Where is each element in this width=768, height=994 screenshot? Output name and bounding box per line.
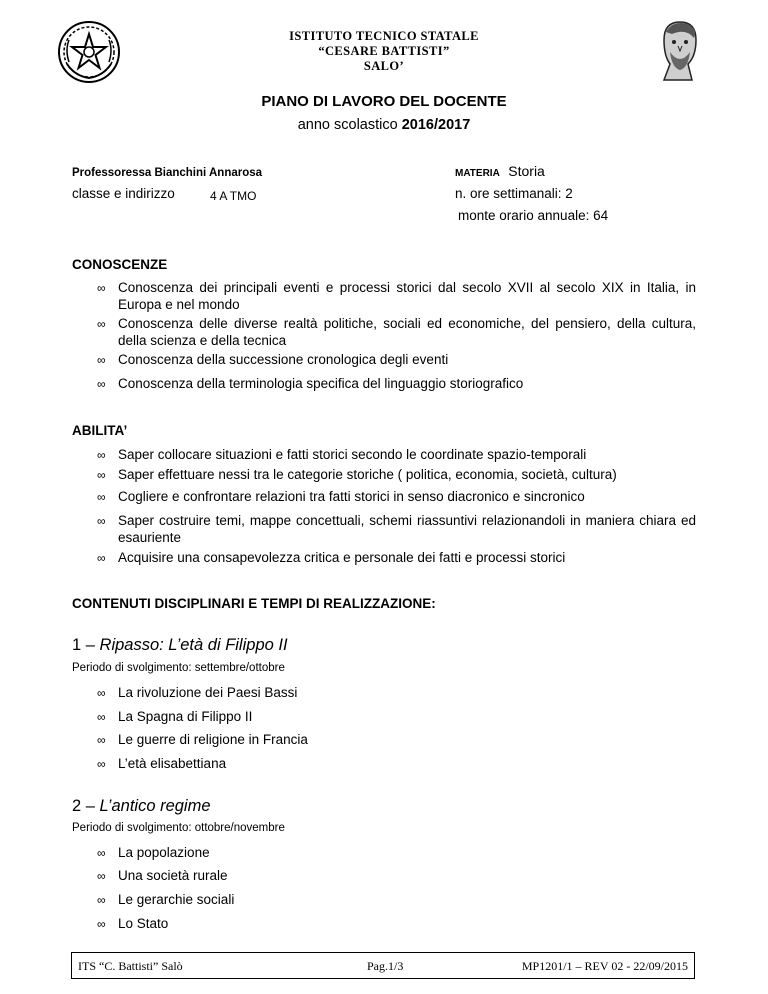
module-topic: Le guerre di religione in Francia	[118, 732, 308, 747]
conoscenze-item: Conoscenza delle diverse realtà politiche, sociali ed economiche, del pensiero, della cultura, della scienza e della tecnica	[118, 316, 696, 348]
module-topic: La rivoluzione dei Paesi Bassi	[118, 685, 298, 700]
module-period: Periodo di svolgimento: settembre/ottobre	[72, 662, 285, 674]
conoscenze-heading: CONOSCENZE	[72, 257, 168, 272]
school-name-line1: ISTITUTO TECNICO STATALE	[289, 29, 479, 43]
class-label: classe e indirizzo	[72, 186, 175, 201]
footer-school: ITS “C. Battisti” Salò	[78, 959, 183, 973]
school-year	[0, 117, 768, 133]
bullet-icon: ∞	[97, 490, 106, 504]
bullet-icon: ∞	[97, 281, 106, 295]
bullet-icon: ∞	[97, 377, 106, 391]
subject-value: Storia	[508, 163, 545, 179]
module-title	[72, 797, 211, 816]
school-year-value: 2016/2017	[401, 117, 471, 133]
class-value: 4 A TMO	[210, 189, 257, 203]
module-topic: L’età elisabettiana	[118, 756, 227, 771]
school-name-line2: “CESARE BATTISTI”	[318, 44, 450, 58]
bullet-icon: ∞	[97, 551, 106, 565]
bullet-icon: ∞	[97, 846, 106, 860]
abilita-item: Saper collocare situazioni e fatti storici secondo le coordinate spazio-temporali	[118, 447, 587, 462]
module-title	[72, 636, 288, 655]
bullet-icon: ∞	[97, 917, 106, 931]
module-period: Periodo di svolgimento: ottobre/novembre	[72, 822, 285, 834]
footer-document-code: MP1201/1 – REV 02 - 22/09/2015	[521, 959, 688, 973]
abilita-heading: ABILITA’	[72, 423, 128, 438]
module-number: 1 –	[72, 636, 100, 654]
abilita-item: Saper effettuare nessi tra le categorie storiche ( politica, economia, società, cultura)	[118, 467, 617, 482]
page-footer	[71, 952, 695, 979]
subject-row	[455, 163, 545, 181]
bullet-icon: ∞	[97, 514, 106, 528]
module-topic: La Spagna di Filippo II	[118, 709, 253, 724]
school-town: SALO’	[363, 59, 405, 73]
module-name: L’antico regime	[99, 797, 211, 815]
module-topic: La popolazione	[118, 845, 210, 860]
module-topic: Una società rurale	[118, 868, 228, 883]
bullet-icon: ∞	[97, 710, 106, 724]
bullet-icon: ∞	[97, 733, 106, 747]
bullet-icon: ∞	[97, 448, 106, 462]
module-topic: Le gerarchie sociali	[118, 892, 235, 907]
bullet-icon: ∞	[97, 686, 106, 700]
footer-page-number: Pag.1/3	[367, 959, 404, 973]
abilita-item: Saper costruire temi, mappe concettuali, schemi riassuntivi relazionandoli in maniera chiara ed esauriente	[118, 513, 696, 545]
school-year-label: anno scolastico	[297, 117, 402, 133]
conoscenze-item: Conoscenza dei principali eventi e processi storici dal secolo XVII al secolo XIX in Italia, in Europa e nel mondo	[118, 280, 696, 312]
module-topic: Lo Stato	[118, 916, 169, 931]
teacher-name: Professoressa Bianchini Annarosa	[72, 167, 263, 179]
bullet-icon: ∞	[97, 353, 106, 367]
bullet-icon: ∞	[97, 468, 106, 482]
weekly-hours: n. ore settimanali: 2	[455, 186, 573, 201]
annual-hours: monte orario annuale: 64	[458, 208, 609, 223]
conoscenze-item: Conoscenza della successione cronologica degli eventi	[118, 352, 449, 367]
bullet-icon: ∞	[97, 317, 106, 331]
module-name: Ripasso: L’età di Filippo II	[99, 636, 288, 654]
contenuti-heading: CONTENUTI DISCIPLINARI E TEMPI DI REALIZZAZIONE:	[72, 596, 436, 611]
abilita-item: Acquisire una consapevolezza critica e personale dei fatti e processi storici	[118, 550, 566, 565]
bullet-icon: ∞	[97, 757, 106, 771]
abilita-item: Cogliere e confrontare relazioni tra fatti storici in senso diacronico e sincronico	[118, 489, 585, 504]
subject-label: MATERIA	[455, 168, 500, 179]
document-title: PIANO DI LAVORO DEL DOCENTE	[261, 93, 507, 110]
bullet-icon: ∞	[97, 893, 106, 907]
conoscenze-item: Conoscenza della terminologia specifica del linguaggio storiografico	[118, 376, 524, 391]
module-number: 2 –	[72, 797, 100, 815]
bullet-icon: ∞	[97, 869, 106, 883]
